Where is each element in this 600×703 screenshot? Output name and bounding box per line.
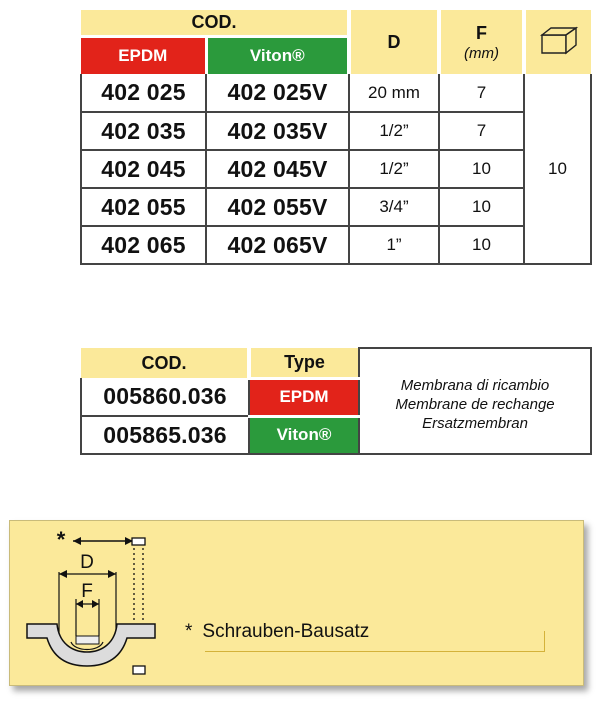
epdm-code: 402 045 (81, 150, 206, 188)
f-header-label: F (476, 22, 487, 43)
spare-membrane-table (80, 347, 592, 455)
viton-label: Viton® (206, 36, 349, 74)
table-row (81, 188, 591, 226)
description (359, 348, 591, 454)
table-row (81, 112, 591, 150)
table-row (81, 150, 591, 188)
epdm-label: EPDM (81, 36, 206, 74)
epdm-code: 402 055 (81, 188, 206, 226)
screw-kit-caption (185, 621, 369, 643)
f-dimension-label: F (81, 581, 93, 602)
f-header (439, 10, 524, 74)
epdm-code: 402 065 (81, 226, 206, 264)
caption-underline-end (544, 631, 545, 652)
caption-star: * (185, 621, 193, 642)
table-row (81, 74, 591, 112)
cod-header: COD. (81, 10, 349, 36)
table-row (81, 226, 591, 264)
d-value: 1/2” (349, 112, 439, 150)
epdm-code: 402 035 (81, 112, 206, 150)
box-header (524, 10, 591, 74)
f-value: 10 (439, 226, 524, 264)
cod-header: COD. (81, 348, 249, 378)
screw-kit-panel (9, 520, 584, 686)
membrane-dimension-diagram (15, 524, 175, 684)
d-dimension-label: D (80, 552, 94, 573)
d-value: 1/2” (349, 150, 439, 188)
d-value: 1” (349, 226, 439, 264)
viton-code: 402 055V (206, 188, 349, 226)
viton-code: 402 065V (206, 226, 349, 264)
f-value: 7 (439, 112, 524, 150)
d-value: 3/4” (349, 188, 439, 226)
membrane-code: 005865.036 (81, 416, 249, 454)
viton-code: 402 045V (206, 150, 349, 188)
box-quantity: 10 (524, 74, 591, 264)
viton-code: 402 025V (206, 74, 349, 112)
package-box-icon (539, 25, 579, 55)
caption-text: Schrauben-Bausatz (202, 621, 370, 642)
d-value: 20 mm (349, 74, 439, 112)
description-fr: Membrane de rechange (395, 395, 555, 413)
star-label: * (56, 527, 66, 552)
f-unit-label: (mm) (464, 44, 499, 62)
product-code-table (80, 10, 592, 265)
viton-code: 402 035V (206, 112, 349, 150)
f-value: 7 (439, 74, 524, 112)
epdm-code: 402 025 (81, 74, 206, 112)
type-epdm: EPDM (249, 378, 359, 416)
type-header: Type (249, 348, 359, 378)
d-header: D (349, 10, 439, 74)
membrane-code: 005860.036 (81, 378, 249, 416)
f-value: 10 (439, 150, 524, 188)
description-de: Ersatzmembran (422, 414, 528, 432)
description-it: Membrana di ricambio (400, 376, 550, 394)
f-value: 10 (439, 188, 524, 226)
caption-underline (205, 651, 545, 652)
type-viton: Viton® (249, 416, 359, 454)
